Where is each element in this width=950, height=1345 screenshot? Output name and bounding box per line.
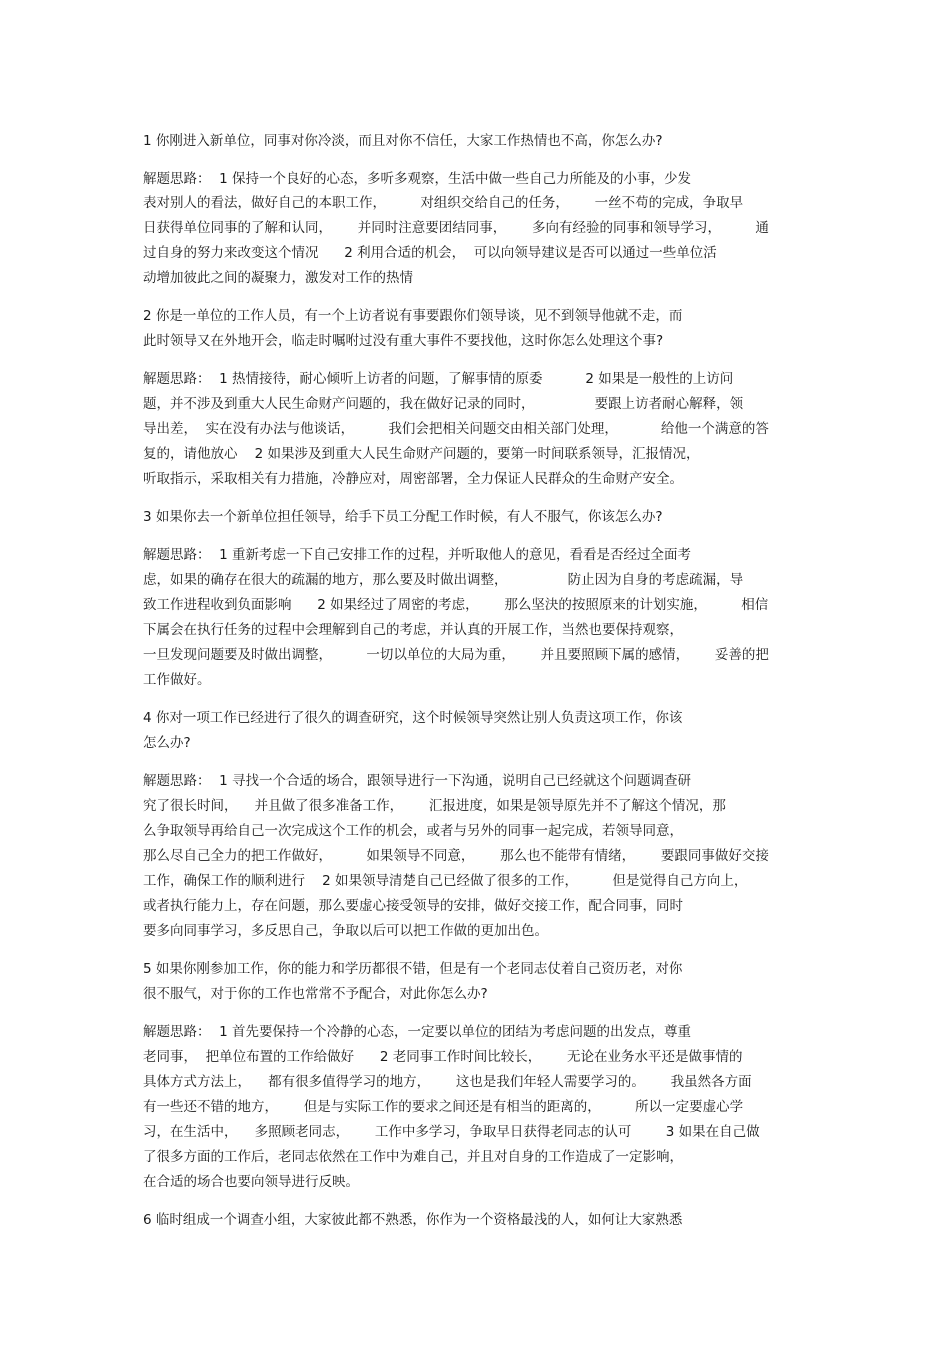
question-3-line-1: 3 如果你去一个新单位担任领导，给手下员工分配工作时候，有人不服气，你该怎么办? <box>143 509 663 525</box>
answer-4-line-7: 要多向同事学习，多反思自己，争取以后可以把工作做的更加出色。 <box>143 923 548 939</box>
answer-1-line-2: 表对别人的看法，做好自己的本职工作， 对组织交给自己的任务， 一丝不苟的完成，争取早 <box>143 195 744 211</box>
answer-3-line-4: 下属会在执行任务的过程中会理解到自己的考虑，并认真的开展工作，当然也要保持观察， <box>143 622 683 638</box>
answer-4-line-3: 么争取领导再给自己一次完成这个工作的机会，或者与另外的同事一起完成，若领导同意， <box>143 823 683 839</box>
answer-5-line-3: 具体方式方法上， 都有很多值得学习的地方， 这也是我们年轻人需要学习的。 我虽然各方面 <box>143 1074 752 1090</box>
answer-4-line-4: 那么尽自己全力的把工作做好， 如果领导不同意， 那么也不能带有情绪， 要跟同事做好交接 <box>143 848 769 864</box>
question-2-line-2: 此时领导又在外地开会，临走时嘱咐过没有重大事件不要找他，这时你怎么处理这个事? <box>143 333 664 349</box>
answer-3-line-5: 一旦发现问题要及时做出调整， 一切以单位的大局为重， 并且要照顾下属的感情， 妥善的把 <box>143 647 769 663</box>
answer-2-line-4: 复的，请他放心 2 如果涉及到重大人民生命财产问题的，要第一时间联系领导，汇报情况， <box>143 446 700 462</box>
question-4-line-1: 4 你对一项工作已经进行了很久的调查研究，这个时候领导突然让别人负责这项工作，你该 <box>143 710 683 726</box>
answer-5-line-5: 习，在生活中， 多照顾老同志， 工作中多学习，争取早日获得老同志的认可 3 如果在自己做 <box>143 1124 760 1140</box>
question-5-line-2: 很不服气，对于你的工作也常常不予配合，对此你怎么办? <box>143 986 488 1002</box>
answer-5-line-7: 在合适的场合也要向领导进行反映。 <box>143 1174 359 1190</box>
question-4-line-2: 怎么办? <box>143 735 191 751</box>
answer-4-line-5: 工作，确保工作的顺利进行 2 如果领导清楚自己已经做了很多的工作， 但是觉得自己方向上， <box>143 873 748 889</box>
question-1-line-1: 1 你刚进入新单位，同事对你冷淡，而且对你不信任，大家工作热情也不高，你怎么办? <box>143 133 663 149</box>
answer-1-line-5: 动增加彼此之间的凝聚力，激发对工作的热情 <box>143 270 413 286</box>
answer-2-line-5: 听取指示，采取相关有力措施，冷静应对，周密部署，全力保证人民群众的生命财产安全。 <box>143 471 683 487</box>
answer-1-line-3: 日获得单位同事的了解和认同， 并同时注意要团结同事， 多向有经验的同事和领导学习， 通 <box>143 220 769 236</box>
answer-3-line-1: 解题思路： 1 重新考虑一下自己安排工作的过程，并听取他人的意见，看看是否经过全面考 <box>143 547 691 563</box>
answer-4-line-2: 究了很长时间， 并且做了很多准备工作， 汇报进度，如果是领导原先并不了解这个情况，那 <box>143 798 726 814</box>
answer-4-line-6: 或者执行能力上，存在问题，那么要虚心接受领导的安排，做好交接工作，配合同事，同时 <box>143 898 683 914</box>
answer-4-line-1: 解题思路： 1 寻找一个合适的场合，跟领导进行一下沟通，说明自己已经就这个问题调查研 <box>143 773 691 789</box>
answer-2-line-1: 解题思路： 1 热情接待，耐心倾听上访者的问题，了解事情的原委 2 如果是一般性的上访问 <box>143 371 734 387</box>
question-2-line-1: 2 你是一单位的工作人员，有一个上访者说有事要跟你们领导谈，见不到领导他就不走，而 <box>143 308 683 324</box>
question-6-line-1: 6 临时组成一个调查小组，大家彼此都不熟悉，你作为一个资格最浅的人，如何让大家熟悉 <box>143 1212 683 1228</box>
answer-2-line-3: 导出差， 实在没有办法与他谈话， 我们会把相关问题交由相关部门处理， 给他一个满意的答 <box>143 421 769 437</box>
answer-5-line-2: 老同事， 把单位布置的工作给做好 2 老同事工作时间比较长， 无论在业务水平还是做事情的 <box>143 1049 743 1065</box>
answer-5-line-1: 解题思路： 1 首先要保持一个冷静的心态，一定要以单位的团结为考虑问题的出发点，尊重 <box>143 1024 691 1040</box>
answer-5-line-6: 了很多方面的工作后，老同志依然在工作中为难自己，并且对自身的工作造成了一定影响， <box>143 1149 683 1165</box>
question-5-line-1: 5 如果你刚参加工作，你的能力和学历都很不错，但是有一个老同志仗着自己资历老，对你 <box>143 961 683 977</box>
answer-5-line-4: 有一些还不错的地方， 但是与实际工作的要求之间还是有相当的距离的， 所以一定要虚心学 <box>143 1099 744 1115</box>
answer-3-line-2: 虑，如果的确存在很大的疏漏的地方，那么要及时做出调整， 防止因为自身的考虑疏漏，导 <box>143 572 744 588</box>
answer-1-line-4: 过自身的努力来改变这个情况 2 利用合适的机会， 可以向领导建议是否可以通过一些单位活 <box>143 245 717 261</box>
answer-3-line-6: 工作做好。 <box>143 672 211 688</box>
answer-2-line-2: 题，并不涉及到重大人民生命财产问题的，我在做好记录的同时， 要跟上访者耐心解释，领 <box>143 396 744 412</box>
answer-1-line-1: 解题思路： 1 保持一个良好的心态，多听多观察，生活中做一些自己力所能及的小事，少发 <box>143 171 691 187</box>
answer-3-line-3: 致工作进程收到负面影响 2 如果经过了周密的考虑， 那么坚決的按照原来的计划实施， 相信 <box>143 597 769 613</box>
